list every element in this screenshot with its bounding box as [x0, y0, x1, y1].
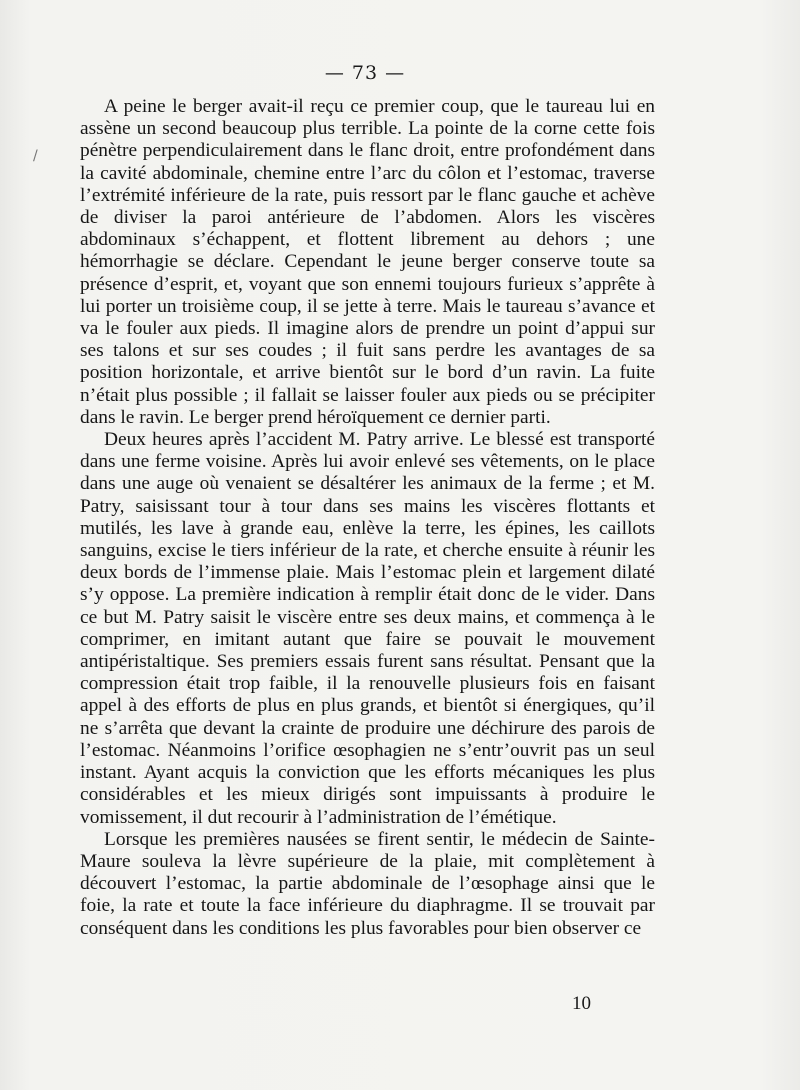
page-number: — 73 — [324, 62, 406, 84]
paragraph: A peine le berger avait-il reçu ce premier coup, que le taureau lui en assène un second beaucoup plus terrible. La pointe de la corne cette fois pénètre perpendiculairement dans le flanc droit, entre profondément dans la cavité abdominale, chemine entre l’arc du côlon et l’estomac, traverse l’extrémité inférieure de la rate, puis ressort par le flanc gauche et achève de diviser la paroi antérieure de l’abdomen. Alors les viscères abdominaux s’échappent, et flottent librement au dehors ; une hémorrhagie se déclare. Cependant le jeune berger conserve toute sa présence d’esprit, et, voyant que son ennemi toujours furieux s’apprête à lui porter un troisième coup, il se jette à terre. Mais le taureau s’avance et va le fouler aux pieds. Il imagine alors de prendre un point d’appui sur ses talons et sur ses coudes ; il fuit sans perdre les avantages de sa position horizontale, et arrive bientôt sur le bord d’un ravin. La fuite n’était plus possible ; il fallait se laisser fouler aux pieds ou se précipiter dans le ravin. Le berger prend héroïquement ce dernier parti. [80, 96, 655, 428]
paragraph: Deux heures après l’accident M. Patry arrive. Le blessé est transporté dans une ferme voisine. Après lui avoir enlevé ses vêtements, on le place dans une auge où venaient se désaltérer les animaux de la ferme ; et M. Patry, saisissant tour à tour dans ses mains les viscères flottants et mutilés, les lave à grande eau, enlève la terre, les épines, les caillots sanguins, excise le tiers inférieur de la rate, et cherche ensuite à réunir les deux bords de l’immense plaie. Mais l’estomac plein et largement dilaté s’y oppose. La première indication à remplir était donc de le vider. Dans ce but M. Patry saisit le viscère entre ses deux mains, et commença à le comprimer, en imitant autant que faire se pouvait le mouvement antipéristaltique. Ses premiers essais furent sans résultat. Pensant que la compression était trop faible, il la renouvelle plusieurs fois en faisant appel à des efforts de plus en plus grands, et bientôt si énergiques, qu’il ne s’arrêta que devant la crainte de produire une déchirure des parois de l’estomac. Néanmoins l’orifice œsophagien ne s’entr’ouvrit pas un seul instant. Ayant acquis la conviction que les efforts mécaniques les plus considérables et les mieux dirigés sont impuissants à produire le vomissement, il dut recourir à l’administration de l’émétique. [80, 429, 655, 828]
body-text [80, 96, 655, 940]
paragraph: Lorsque les premières nausées se firent sentir, le médecin de Sainte-Maure souleva la lèvre supérieure de la plaie, mit complètement à découvert l’estomac, la partie abdominale de l’œsophage ainsi que le foie, la rate et toute la face inférieure du diaphragme. Il se trouvait par conséquent dans les conditions les plus favorables pour bien observer ce [80, 828, 655, 939]
margin-mark: / [33, 148, 38, 164]
printer-signature-mark: 10 [572, 993, 591, 1014]
